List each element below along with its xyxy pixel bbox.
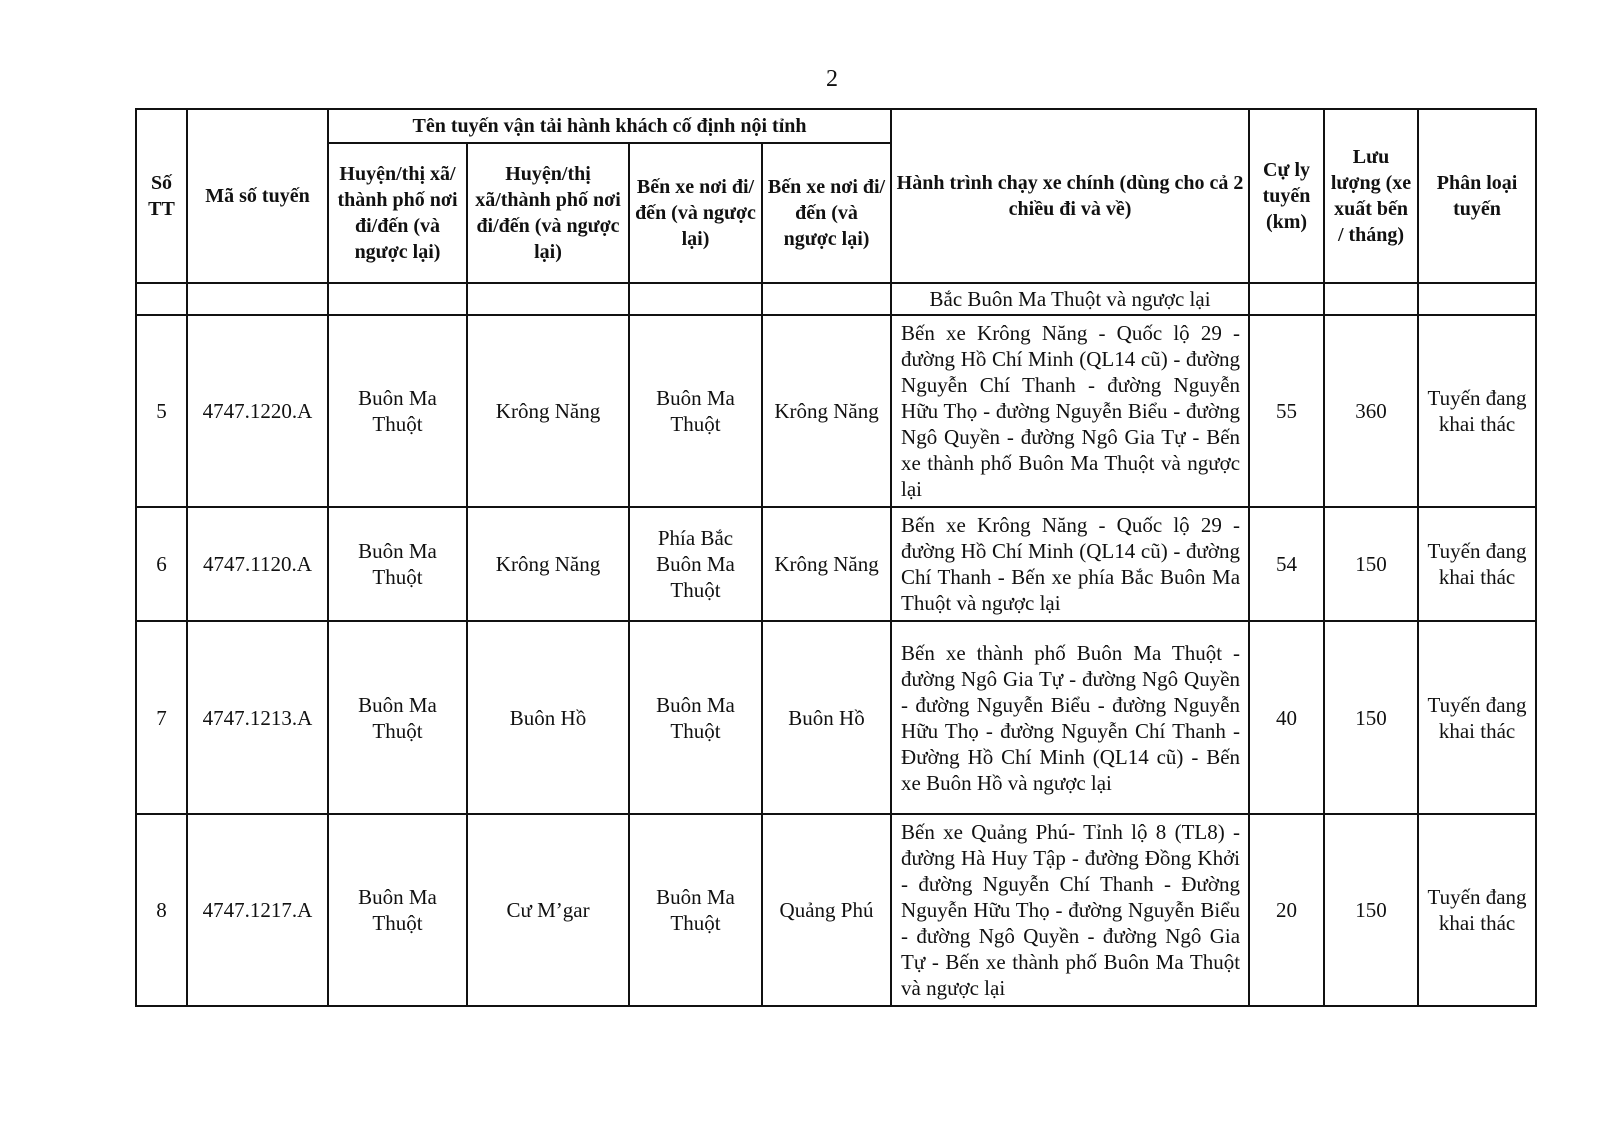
cell-category: Tuyến đang khai thác: [1418, 814, 1536, 1006]
header-row-1: [136, 109, 1536, 143]
cell-itinerary: Bến xe Krông Năng - Quốc lộ 29 - đường Hồ Chí Minh (QL14 cũ) - đường Chí Thanh - Bến xe phía Bắc Buôn Ma Thuột và ngược lại: [891, 507, 1249, 621]
cell-stt: 7: [136, 621, 187, 814]
cell-station-2: Quảng Phú: [762, 814, 891, 1006]
table-row: [136, 621, 1536, 814]
routes-table: [135, 108, 1537, 1007]
cell-volume: 150: [1324, 814, 1418, 1006]
cell-district-2: Krông Năng: [467, 315, 629, 507]
header-group: Tên tuyến vận tải hành khách cố định nội tỉnh: [328, 109, 891, 143]
cell-stt: 5: [136, 315, 187, 507]
cell-distance: 55: [1249, 315, 1324, 507]
cell-district-1: Buôn Ma Thuột: [328, 814, 467, 1006]
continuation-itinerary: Bắc Buôn Ma Thuột và ngược lại: [891, 283, 1249, 315]
header-volume: Lưu lượng (xe xuất bến / tháng): [1324, 109, 1418, 283]
cell-district-1: Buôn Ma Thuột: [328, 621, 467, 814]
cell-code: 4747.1217.A: [187, 814, 328, 1006]
cell-station-1: Buôn Ma Thuột: [629, 814, 762, 1006]
cell-district-2: Krông Năng: [467, 507, 629, 621]
cell-category: Tuyến đang khai thác: [1418, 621, 1536, 814]
cell-station-2: Buôn Hồ: [762, 621, 891, 814]
header-station-1: Bến xe nơi đi/đến (và ngược lại): [629, 143, 762, 283]
cell-district-1: Buôn Ma Thuột: [328, 507, 467, 621]
cell-category: Tuyến đang khai thác: [1418, 315, 1536, 507]
header-itinerary: Hành trình chạy xe chính (dùng cho cả 2 chiều đi và về): [891, 109, 1249, 283]
continuation-row: [136, 283, 1536, 315]
header-district-1: Huyện/thị xã/ thành phố nơi đi/đến (và ngược lại): [328, 143, 467, 283]
header-category: Phân loại tuyến: [1418, 109, 1536, 283]
cell-volume: 360: [1324, 315, 1418, 507]
cell-stt: 8: [136, 814, 187, 1006]
header-station-2: Bến xe nơi đi/đến (và ngược lại): [762, 143, 891, 283]
cell-distance: 20: [1249, 814, 1324, 1006]
table-row: [136, 814, 1536, 1006]
table-row: [136, 315, 1536, 507]
cell-code: 4747.1213.A: [187, 621, 328, 814]
cell-itinerary: Bến xe Krông Năng - Quốc lộ 29 - đường Hồ Chí Minh (QL14 cũ) - đường Nguyễn Chí Thanh - đường Nguyễn Hữu Thọ - đường Nguyễn Biểu - đường Ngô Quyền - đường Ngô Gia Tự - Bến xe thành phố Buôn Ma Thuột và ngược lại: [891, 315, 1249, 507]
cell-district-1: Buôn Ma Thuột: [328, 315, 467, 507]
cell-district-2: Buôn Hồ: [467, 621, 629, 814]
header-distance: Cự ly tuyến (km): [1249, 109, 1324, 283]
cell-station-1: Phía Bắc Buôn Ma Thuột: [629, 507, 762, 621]
table-row: [136, 507, 1536, 621]
cell-station-1: Buôn Ma Thuột: [629, 315, 762, 507]
cell-code: 4747.1120.A: [187, 507, 328, 621]
cell-category: Tuyến đang khai thác: [1418, 507, 1536, 621]
cell-itinerary: Bến xe Quảng Phú- Tỉnh lộ 8 (TL8) - đường Hà Huy Tập - đường Đồng Khởi - đường Nguyễn Chí Thanh - Đường Nguyễn Hữu Thọ - đường Nguyễn Biểu - đường Ngô Quyền - đường Ngô Gia Tự - Bến xe thành phố Buôn Ma Thuột và ngược lại: [891, 814, 1249, 1006]
cell-station-2: Krông Năng: [762, 315, 891, 507]
cell-code: 4747.1220.A: [187, 315, 328, 507]
cell-station-2: Krông Năng: [762, 507, 891, 621]
header-stt: Số TT: [136, 109, 187, 283]
header-district-2: Huyện/thị xã/thành phố nơi đi/đến (và ngược lại): [467, 143, 629, 283]
cell-volume: 150: [1324, 621, 1418, 814]
cell-station-1: Buôn Ma Thuột: [629, 621, 762, 814]
cell-distance: 54: [1249, 507, 1324, 621]
cell-stt: 6: [136, 507, 187, 621]
header-route-code: Mã số tuyến: [187, 109, 328, 283]
cell-volume: 150: [1324, 507, 1418, 621]
cell-itinerary: Bến xe thành phố Buôn Ma Thuột - đường Ngô Gia Tự - đường Ngô Quyền - đường Nguyễn Biểu - đường Nguyễn Hữu Thọ - đường Nguyễn Chí Thanh - Đường Hồ Chí Minh (QL14 cũ) - Bến xe Buôn Hồ và ngược lại: [891, 621, 1249, 814]
page-number: 2: [826, 66, 838, 92]
cell-district-2: Cư M’gar: [467, 814, 629, 1006]
cell-distance: 40: [1249, 621, 1324, 814]
